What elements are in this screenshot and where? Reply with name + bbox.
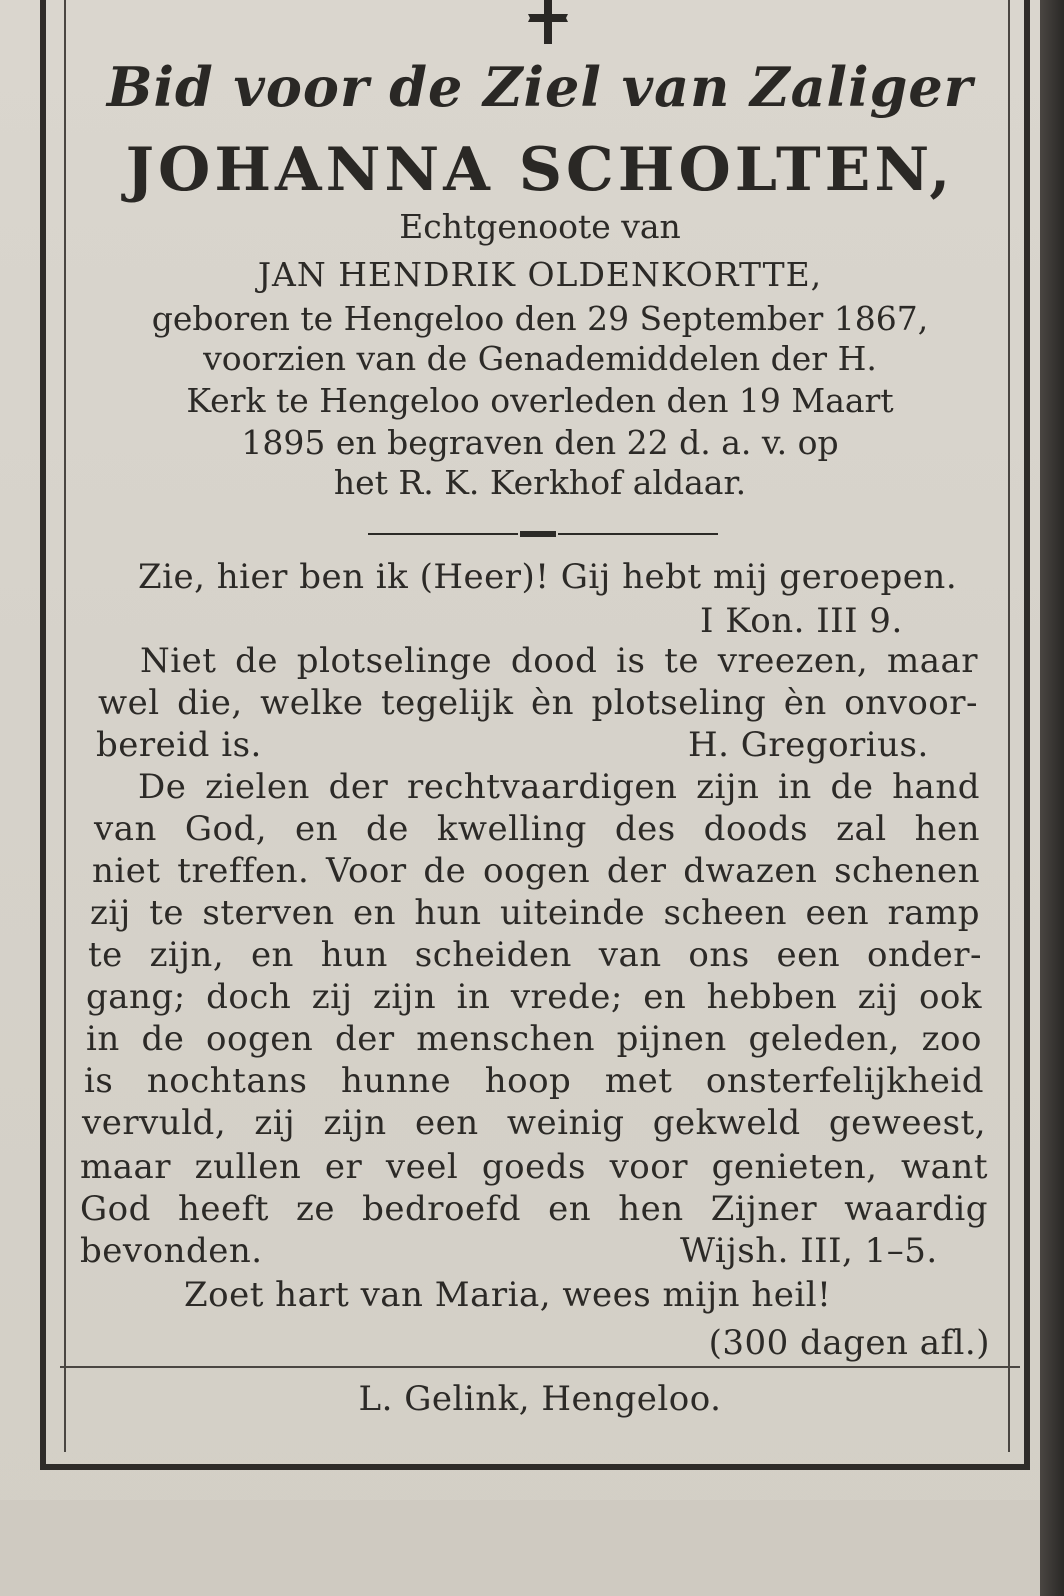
ornamental-divider [368, 530, 718, 538]
bio-line: geboren te Hengeloo den 29 September 1867, [151, 299, 929, 338]
quote-line: in de oogen der menschen pijnen geleden, zoo [86, 1019, 982, 1059]
cross-icon [518, 0, 578, 46]
quote-line: Zie, hier ben ik (Heer)! Gij hebt mij geroepen. [138, 557, 958, 597]
bio-line: voorzien van de Genademiddelen der H. [203, 339, 877, 378]
quote-line: zij te sterven en hun uiteinde scheen een ramp [90, 893, 980, 933]
quote-line: van God, en de kwelling des doods zal hen [94, 809, 980, 849]
quote-line: niet treffen. Voor de oogen der dwazen schenen [92, 851, 980, 891]
bio-line: het R. K. Kerkhof aldaar. [333, 463, 747, 502]
card-edge-shadow [1040, 0, 1064, 1596]
quote-line: vervuld, zij zijn een weinig gekweld geweest, [82, 1103, 986, 1143]
quote-line: gang; doch zij zijn in vrede; en hebben zij ook [86, 977, 982, 1017]
quote-line: bereid is. [96, 725, 262, 765]
spouse-name: JAN HENDRIK OLDENKORTTE, [257, 255, 823, 294]
prayer-line: Zoet hart van Maria, wees mijn heil! [184, 1275, 832, 1315]
quote-line: Niet de plotselinge dood is te vreezen, maar [140, 641, 978, 681]
deceased-name: JOHANNA SCHOLTEN, [125, 135, 955, 205]
quote-line: De zielen der rechtvaardigen zijn in de hand [138, 767, 980, 807]
footer-rule [60, 1366, 1020, 1368]
card-bottom-margin [0, 1500, 1040, 1596]
bio-line: 1895 en begraven den 22 d. a. v. op [241, 423, 839, 462]
bio-line: Kerk te Hengeloo overleden den 19 Maart [186, 381, 894, 420]
indulgence-note: (300 dagen afl.) [708, 1323, 990, 1363]
quote-reference: Wijsh. III, 1–5. [680, 1231, 938, 1271]
quote-line: bevonden. [80, 1231, 263, 1271]
spouse-intro: Echtgenoote van [399, 207, 681, 246]
quote-reference: I Kon. III 9. [700, 601, 903, 641]
quote-line: is nochtans hunne hoop met onsterfelijkheid [84, 1061, 984, 1101]
quote-line: God heeft ze bedroefd en hen Zijner waardig [80, 1189, 988, 1229]
printer-imprint: L. Gelink, Hengeloo. [358, 1379, 722, 1419]
quote-line: te zijn, en hun scheiden van ons een onder- [88, 935, 982, 975]
quote-reference: H. Gregorius. [688, 725, 929, 765]
quote-line: maar zullen er veel goeds voor genieten, want [80, 1147, 988, 1187]
heading: Bid voor de Ziel van Zaliger [106, 55, 974, 119]
quote-line: wel die, welke tegelijk èn plotseling èn onvoor- [98, 683, 978, 723]
